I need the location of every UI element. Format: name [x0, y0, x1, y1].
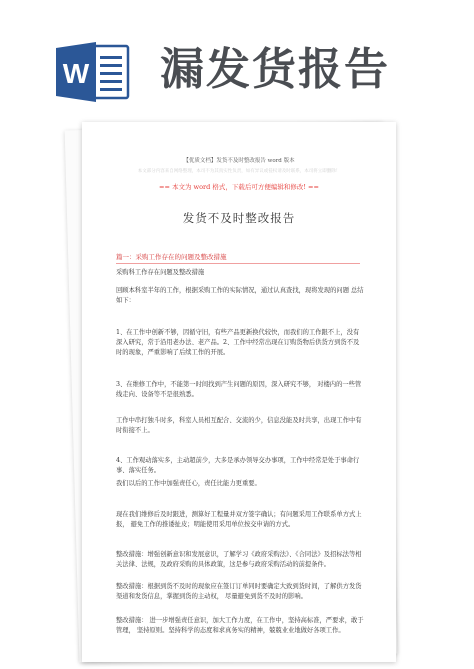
word-document-icon: [56, 40, 130, 104]
paragraph: 4、工作观动落实多，主动超前少，大多是承办领导交办事项，工作中经常是处于事命行事、落实任务。: [116, 457, 360, 474]
document-header: 【优质文档】发货不及时整改报告 word 版本: [183, 158, 295, 164]
document-title: 发货不及时整改报告: [182, 211, 296, 225]
banner: [0, 0, 474, 120]
paragraph: 整改措施：增强创新意识和发展意识，了解学习《政府采购法》、《合同法》及招标法等相关法律、法规，及政府采购的具体政策，这是参与政府采购活动的前提条件。: [116, 551, 362, 568]
page-headline: 漏发货报告: [160, 44, 390, 95]
section-heading: 篇一：采购工作存在的问题及整改措施: [116, 253, 227, 261]
paragraph: 3、在维修工作中，不能第一时间找到产生问题的原因，深入研究不够， 对楼内的一些管线走向、设备等不是很熟悉。: [116, 381, 362, 398]
paragraph: 采购科工作存在问题及整改措施: [116, 269, 205, 276]
paragraph: 回顾本科室半年的工作，根据采购工作的实际情况，通过认真查找，现将发现的问题 总结 如下：: [116, 287, 364, 304]
paragraph: 整改措施： 进一步增强责任意识，加大工作力度，在工作中，坚持高标准，严要求，敢于管理， 坚持原则。坚持科学的态度和求真务实的精神，兢兢业业地做好各项工作。: [116, 617, 364, 634]
format-notice: == 本文为 word 格式，下载后可方便编辑和修改! ==: [159, 183, 319, 191]
section-divider: [116, 263, 360, 264]
word-logo-letter: W: [62, 58, 90, 89]
paragraph: 现在我们维修后及时跟进，测算好工程量并双方签字确认；有问题采用工作联系单方式上报， 避免工作的推诿扯皮；明能使用采用单位按交申请的方式。: [116, 511, 362, 528]
paragraph: 我们以后的工作中加强责任心，责任比能力更重要。: [116, 480, 261, 487]
paragraph: 工作中串打独斗时多，科室人员相互配合、交流的少，信息没能及时共享，出现工作中有时衔接不上。: [116, 417, 362, 434]
paragraph: 整改措施：根据到货不及时的现象应在签订订单同时要确定大致到货时间，了解供方发货渠道和发货信息，掌握到货的主动权， 尽量避免到货不及时的影响。: [116, 583, 362, 600]
document-disclaimer: 本文部分内容来自网络整理，本司不为其真实性负责，如有异议或侵权请及时联系，本司将立即删除！: [137, 169, 341, 174]
paragraph: 1、在工作中创新不够，因循守旧，有些产品更新换代较快，而我们的工作跟不上，没有深入研究，常于沿用老办法、老产品。2、工作中经常出现在订购货物后供货方到货不及时的现象，严重影响了后续工作的开展。: [116, 329, 360, 356]
document-page: [82, 122, 396, 662]
